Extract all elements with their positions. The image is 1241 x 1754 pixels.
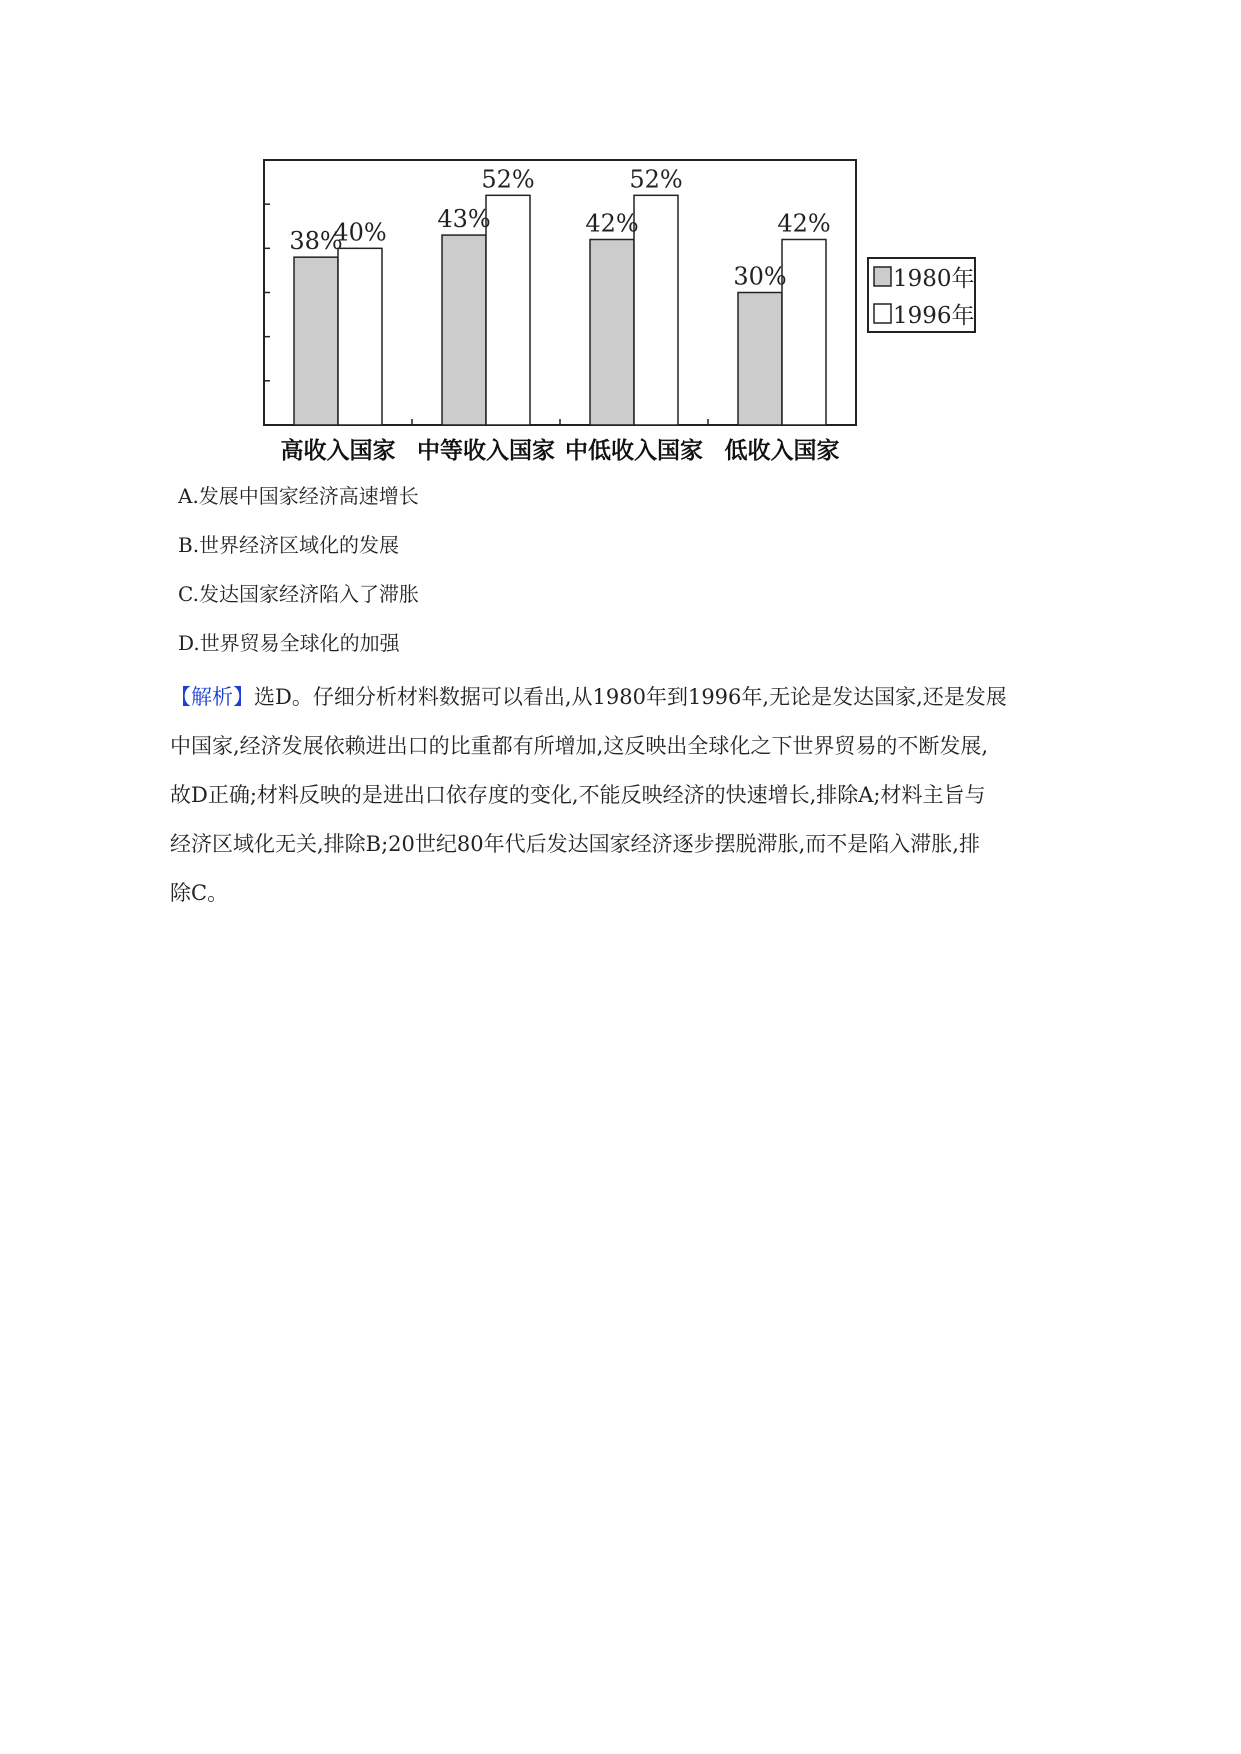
analysis-line-1 [170,673,1070,722]
category-label: 中等收入国家 [417,438,555,464]
bar-value-label: 42% [777,209,831,238]
legend-swatch-1980 [874,267,891,286]
legend-label-1996: 1996年 [893,303,975,329]
bar-value-label: 38% [289,227,343,256]
analysis-section [170,673,1070,918]
legend-swatch-1996 [874,304,891,323]
bar-value-label: 30% [733,262,787,291]
bar-value-label: 40% [333,218,387,247]
bar-1996 [338,248,382,425]
option-a: A.发展中国家经济高速增长 [178,484,419,508]
bar-1980 [738,293,782,426]
category-label: 低收入国家 [724,438,840,464]
analysis-line-2: 中国家,经济发展依赖进出口的比重都有所增加,这反映出全球化之下世界贸易的不断发展, [170,734,989,758]
bar-1996 [782,240,826,426]
analysis-tag: 【解析】 [170,685,254,709]
bar-1980 [294,257,338,425]
bar-chart [0,0,1241,480]
bar-value-label: 52% [629,165,683,194]
bar-value-label: 52% [481,165,535,194]
bar-1980 [442,235,486,425]
bar-1996 [634,195,678,425]
bar-value-label: 42% [585,209,639,238]
analysis-line-3: 故D正确;材料反映的是进出口依存度的变化,不能反映经济的快速增长,排除A;材料主旨与 [170,783,986,807]
category-label: 中低收入国家 [565,438,703,464]
category-label: 高收入国家 [280,438,396,464]
analysis-line-4: 经济区域化无关,排除B;20世纪80年代后发达国家经济逐步摆脱滞胀,而不是陷入滞胀,排 [170,832,980,856]
category-labels-group [281,437,840,464]
option-c: C.发达国家经济陷入了滞胀 [178,582,419,606]
bar-value-label: 43% [437,205,491,234]
analysis-line-5: 除C。 [170,881,229,905]
legend-label-1980: 1980年 [893,266,975,292]
analysis-text-1: 选D。仔细分析材料数据可以看出,从1980年到1996年,无论是发达国家,还是发展 [254,685,1007,709]
option-d: D.世界贸易全球化的加强 [178,631,400,655]
option-b: B.世界经济区域化的发展 [178,533,400,557]
legend [868,258,975,332]
bar-1996 [486,195,530,425]
bar-1980 [590,240,634,426]
